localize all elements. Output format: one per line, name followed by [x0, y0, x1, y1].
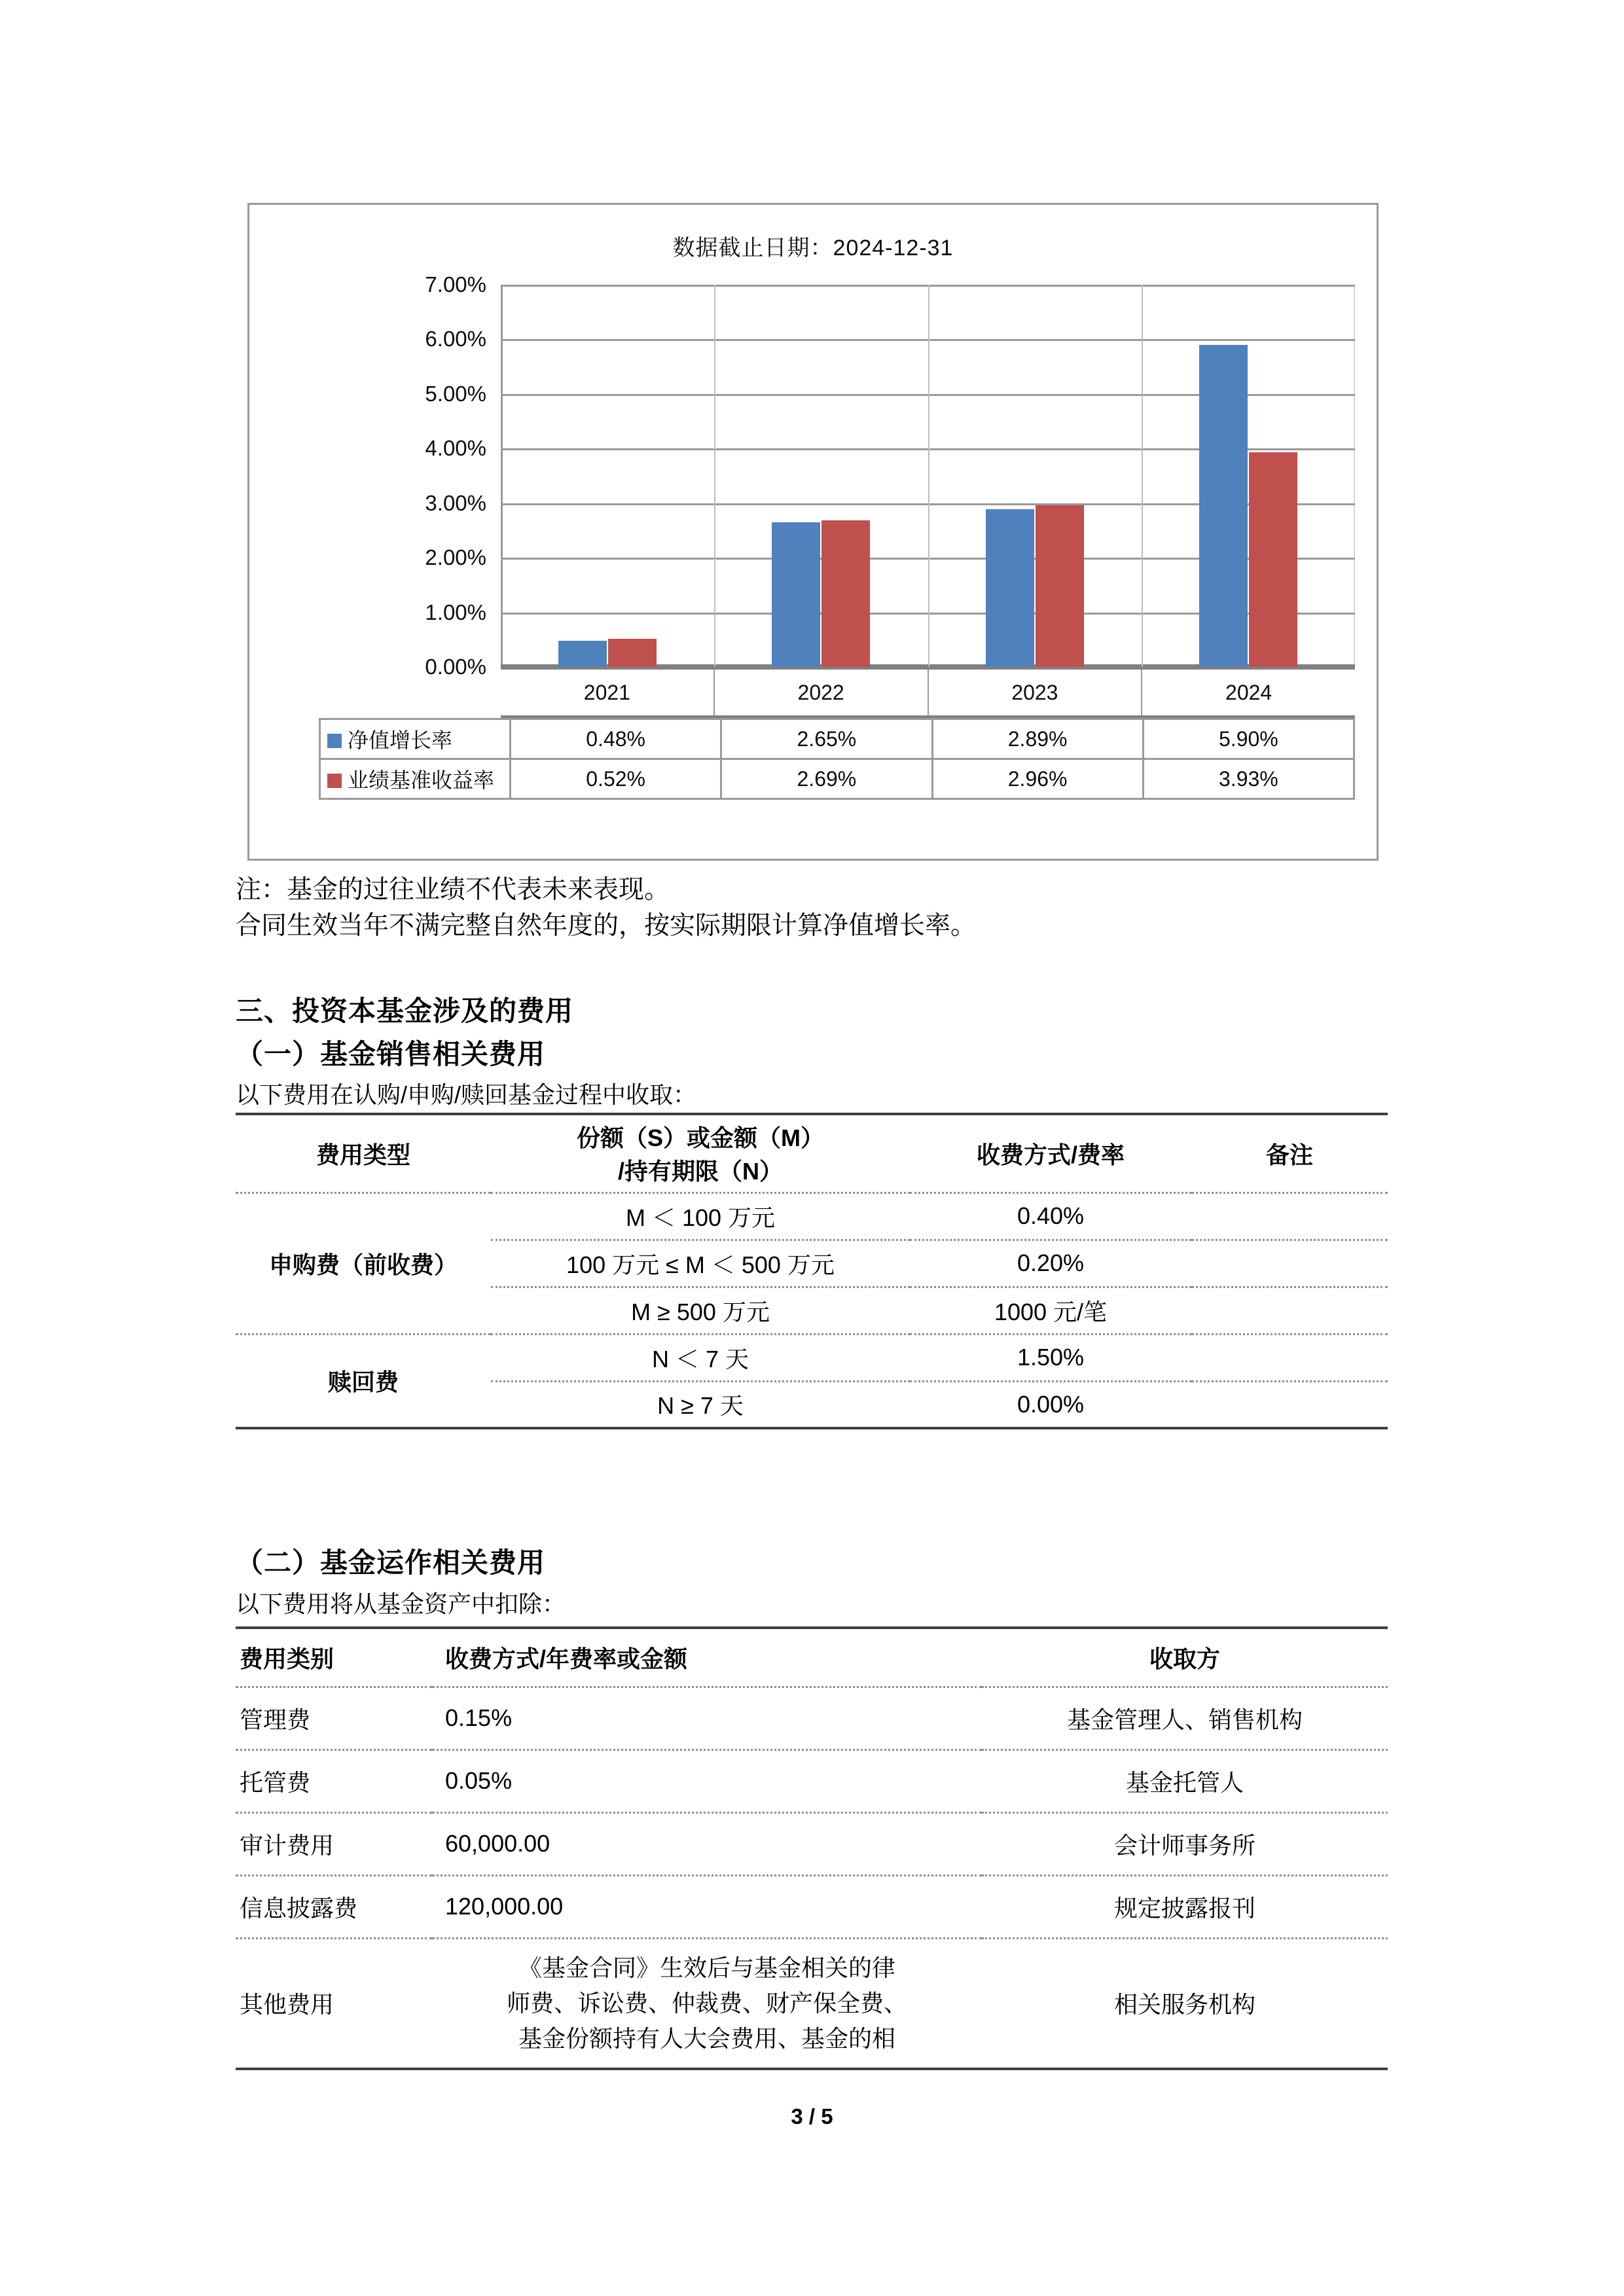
chart-title: 数据截止日期：2024-12-31 — [672, 236, 954, 260]
header-amount-or-holding — [491, 1114, 910, 1193]
table-row — [236, 1875, 1388, 1938]
fee-type-redemption: 赎回费 — [327, 1369, 399, 1396]
table-row — [236, 1687, 1388, 1749]
fee-category-audit: 审计费用 — [240, 1831, 334, 1859]
condition-redemption-1: N ＜ 7 天 — [651, 1345, 749, 1372]
bar-2022-benchmark-return — [821, 520, 870, 667]
table-row — [236, 1749, 1388, 1812]
y-tick-label-5: 5.00% — [425, 381, 486, 406]
y-tick-label-6: 6.00% — [425, 327, 486, 351]
fee-rate-management: 0.15% — [445, 1704, 513, 1731]
fee-rate-other-line3: 基金份额持有人大会费用、基金的相 — [518, 2024, 895, 2052]
chart-plot-area — [425, 272, 1355, 679]
fee-rate-disclosure: 120,000.00 — [445, 1893, 564, 1920]
cell-net-growth-2021: 0.48% — [511, 719, 721, 759]
fee-payee-management: 基金管理人、销售机构 — [1066, 1706, 1303, 1733]
fee-payee-other: 相关服务机构 — [1113, 1991, 1255, 2018]
bar-2023-benchmark-return — [1036, 505, 1084, 667]
table-row-benchmark-return — [320, 759, 1354, 799]
condition-subscription-3: M ≥ 500 万元 — [631, 1298, 770, 1325]
fee-payee-disclosure: 规定披露报刊 — [1113, 1894, 1255, 1922]
fee-rate-other-line2: 师费、诉讼费、仲裁费、财产保全费、 — [506, 1989, 907, 2017]
rate-redemption-2: 0.00% — [1017, 1390, 1085, 1418]
header-amount-line1: 份额（S）或金额（M） — [576, 1124, 824, 1152]
category-label-2022: 2022 — [715, 670, 929, 715]
subsection-heading-2: （二）基金运作相关费用 — [236, 1547, 546, 1578]
bar-2021-benchmark-return — [608, 639, 657, 667]
rate-subscription-3: 1000 元/笔 — [994, 1298, 1108, 1325]
header-payee: 收取方 — [1149, 1645, 1220, 1672]
bar-2024-net-value-growth — [1199, 345, 1248, 667]
header-amount-line2: /持有期限（N） — [617, 1158, 783, 1185]
category-separator-2 — [928, 285, 929, 667]
page-number: 3 / 5 — [791, 2104, 833, 2128]
cell-net-growth-2022: 2.65% — [721, 719, 932, 759]
header-remark: 备注 — [1265, 1141, 1313, 1168]
table-header-row — [236, 1114, 1388, 1193]
chart-note-line-2: 合同生效当年不满完整自然年度的，按实际期限计算净值增长率。 — [236, 912, 977, 940]
fee-rate-custody: 0.05% — [445, 1767, 513, 1794]
sales-fee-table — [236, 1113, 1388, 1429]
y-tick-label-1: 1.00% — [425, 600, 486, 624]
category-label-2024: 2024 — [1225, 680, 1272, 704]
remark-subscription-2 — [1191, 1240, 1388, 1287]
cell-benchmark-2023: 2.96% — [932, 759, 1143, 799]
table-row — [236, 1938, 1388, 2069]
rate-subscription-1: 0.40% — [1017, 1202, 1085, 1229]
cell-benchmark-2021: 0.52% — [511, 759, 721, 799]
condition-subscription-2: 100 万元 ≤ M ＜ 500 万元 — [566, 1251, 835, 1278]
sales-fee-lead-text: 以下费用在认购/申购/赎回基金过程中收取： — [236, 1081, 697, 1108]
y-tick-label-4: 4.00% — [425, 436, 486, 461]
header-charge-method-annual: 收费方式/年费率或金额 — [445, 1645, 688, 1672]
performance-chart — [247, 203, 1379, 861]
remark-subscription-3 — [1191, 1287, 1388, 1334]
bar-2024-benchmark-return — [1249, 452, 1297, 667]
header-fee-type: 费用类型 — [316, 1141, 410, 1168]
fee-category-management: 管理费 — [240, 1706, 311, 1733]
category-label-2021: 2021 — [501, 670, 715, 715]
fee-payee-custody: 基金托管人 — [1125, 1768, 1244, 1796]
y-tick-label-3: 3.00% — [425, 490, 486, 515]
legend-entry-benchmark-return — [320, 759, 511, 799]
remark-redemption-2 — [1191, 1381, 1388, 1428]
remark-redemption-1 — [1191, 1334, 1388, 1381]
fee-category-custody: 托管费 — [240, 1768, 311, 1796]
table-row — [236, 1334, 1388, 1381]
cell-benchmark-2022: 2.69% — [721, 759, 932, 799]
condition-redemption-2: N ≥ 7 天 — [657, 1392, 744, 1420]
table-row — [236, 1812, 1388, 1875]
fee-category-disclosure: 信息披露费 — [240, 1894, 358, 1922]
legend-label-benchmark-return: 业绩基准收益率 — [348, 768, 495, 792]
fee-rate-audit: 60,000.00 — [445, 1830, 550, 1857]
subsection-heading-1: （一）基金销售相关费用 — [236, 1039, 546, 1069]
fee-rate-other — [432, 1938, 982, 2069]
bar-2021-net-value-growth — [558, 641, 607, 667]
remark-subscription-1 — [1191, 1193, 1388, 1240]
y-tick-label-0: 0.00% — [425, 655, 486, 679]
category-separator-3 — [1142, 285, 1143, 667]
bar-2023-net-value-growth — [986, 509, 1034, 667]
header-charge-method-rate: 收费方式/费率 — [976, 1141, 1125, 1168]
y-tick-label-2: 2.00% — [425, 545, 486, 570]
fee-payee-audit: 会计师事务所 — [1113, 1831, 1255, 1859]
cell-net-growth-2023: 2.89% — [932, 719, 1143, 759]
legend-swatch-blue-icon — [327, 734, 342, 748]
category-axis-band — [501, 667, 1355, 718]
category-separator-1 — [714, 285, 715, 667]
legend-entry-net-value-growth — [320, 719, 511, 759]
y-tick-label-7: 7.00% — [425, 272, 486, 296]
cell-benchmark-2024: 3.93% — [1143, 759, 1354, 799]
fee-type-subscription: 申购费（前收费） — [268, 1251, 458, 1278]
operation-fee-lead-text: 以下费用将从基金资产中扣除： — [236, 1590, 566, 1617]
bar-2022-net-value-growth — [772, 522, 820, 667]
table-row-net-value-growth — [320, 719, 1354, 759]
operation-fee-table — [236, 1626, 1388, 2070]
section-heading-3: 三、投资本基金涉及的费用 — [236, 996, 574, 1026]
header-fee-category: 费用类别 — [240, 1645, 334, 1672]
rate-subscription-2: 0.20% — [1017, 1249, 1085, 1276]
chart-data-table — [319, 718, 1355, 800]
condition-subscription-1: M ＜ 100 万元 — [625, 1204, 776, 1231]
fee-category-other: 其他费用 — [240, 1991, 334, 2018]
fee-rate-other-line1: 《基金合同》生效后与基金相关的律 — [518, 1954, 895, 1981]
category-label-2023: 2023 — [929, 670, 1143, 715]
table-header-row — [236, 1628, 1388, 1687]
cell-net-growth-2024: 5.90% — [1143, 719, 1354, 759]
rate-redemption-1: 1.50% — [1017, 1344, 1085, 1371]
chart-note-line-1: 注：基金的过往业绩不代表未来表现。 — [236, 876, 670, 904]
legend-label-net-value-growth: 净值增长率 — [348, 728, 453, 752]
legend-swatch-red-icon — [327, 774, 342, 788]
table-row — [236, 1193, 1388, 1240]
